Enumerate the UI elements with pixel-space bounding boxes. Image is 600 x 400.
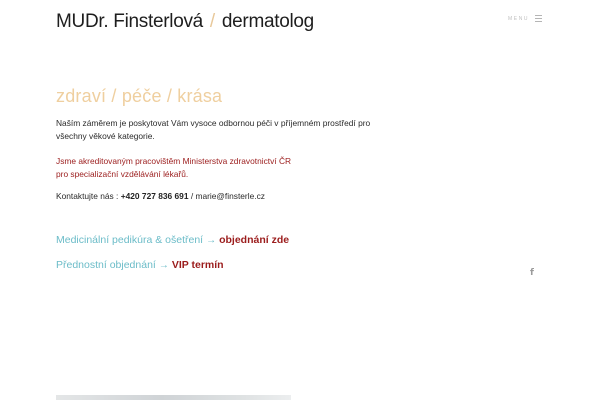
intro-text: Naším záměrem je poskytovat Vám vysoce odbornou péči v příjemném prostředí pro všechny věkové kategorie. bbox=[56, 118, 371, 141]
cta-pedicure-link[interactable]: objednání zde bbox=[219, 234, 290, 246]
arrow-right-icon: → bbox=[206, 235, 217, 246]
cta-pedicure-label: Medicinální pedikúra & ošetření bbox=[56, 234, 204, 246]
cta-vip-link[interactable]: VIP termín bbox=[171, 259, 224, 271]
hamburger-icon bbox=[535, 15, 542, 22]
page-tagline: zdraví / péče / krása bbox=[56, 86, 223, 106]
accreditation-text bbox=[56, 155, 376, 180]
menu-label: MENU bbox=[508, 15, 530, 22]
site-logo[interactable] bbox=[56, 10, 314, 34]
brand-name: MUDr. Finsterlová bbox=[56, 11, 203, 32]
phone-link[interactable]: +420 727 836 691 bbox=[120, 191, 189, 201]
contact-line bbox=[56, 190, 265, 202]
accreditation-line-1: Jsme akreditovaným pracovištěm Ministerstva zdravotnictví ČR bbox=[56, 156, 292, 166]
cta-vip bbox=[56, 258, 224, 273]
accreditation-line-2: pro specializační vzdělávání lékařů. bbox=[56, 168, 189, 179]
contact-prefix: Kontaktujte nás : bbox=[56, 191, 119, 201]
email-link[interactable]: marie@finsterle.cz bbox=[195, 191, 265, 201]
clinic-photo bbox=[56, 395, 291, 400]
contact-separator: / bbox=[190, 191, 194, 201]
cta-vip-label: Přednostní objednání bbox=[56, 259, 156, 271]
brand-specialty: dermatolog bbox=[221, 11, 314, 32]
arrow-right-icon: → bbox=[158, 260, 169, 271]
menu-button[interactable] bbox=[508, 15, 542, 22]
brand-slash: / bbox=[209, 11, 215, 32]
cta-pedicure bbox=[56, 233, 289, 248]
facebook-icon[interactable]: f bbox=[530, 268, 534, 278]
